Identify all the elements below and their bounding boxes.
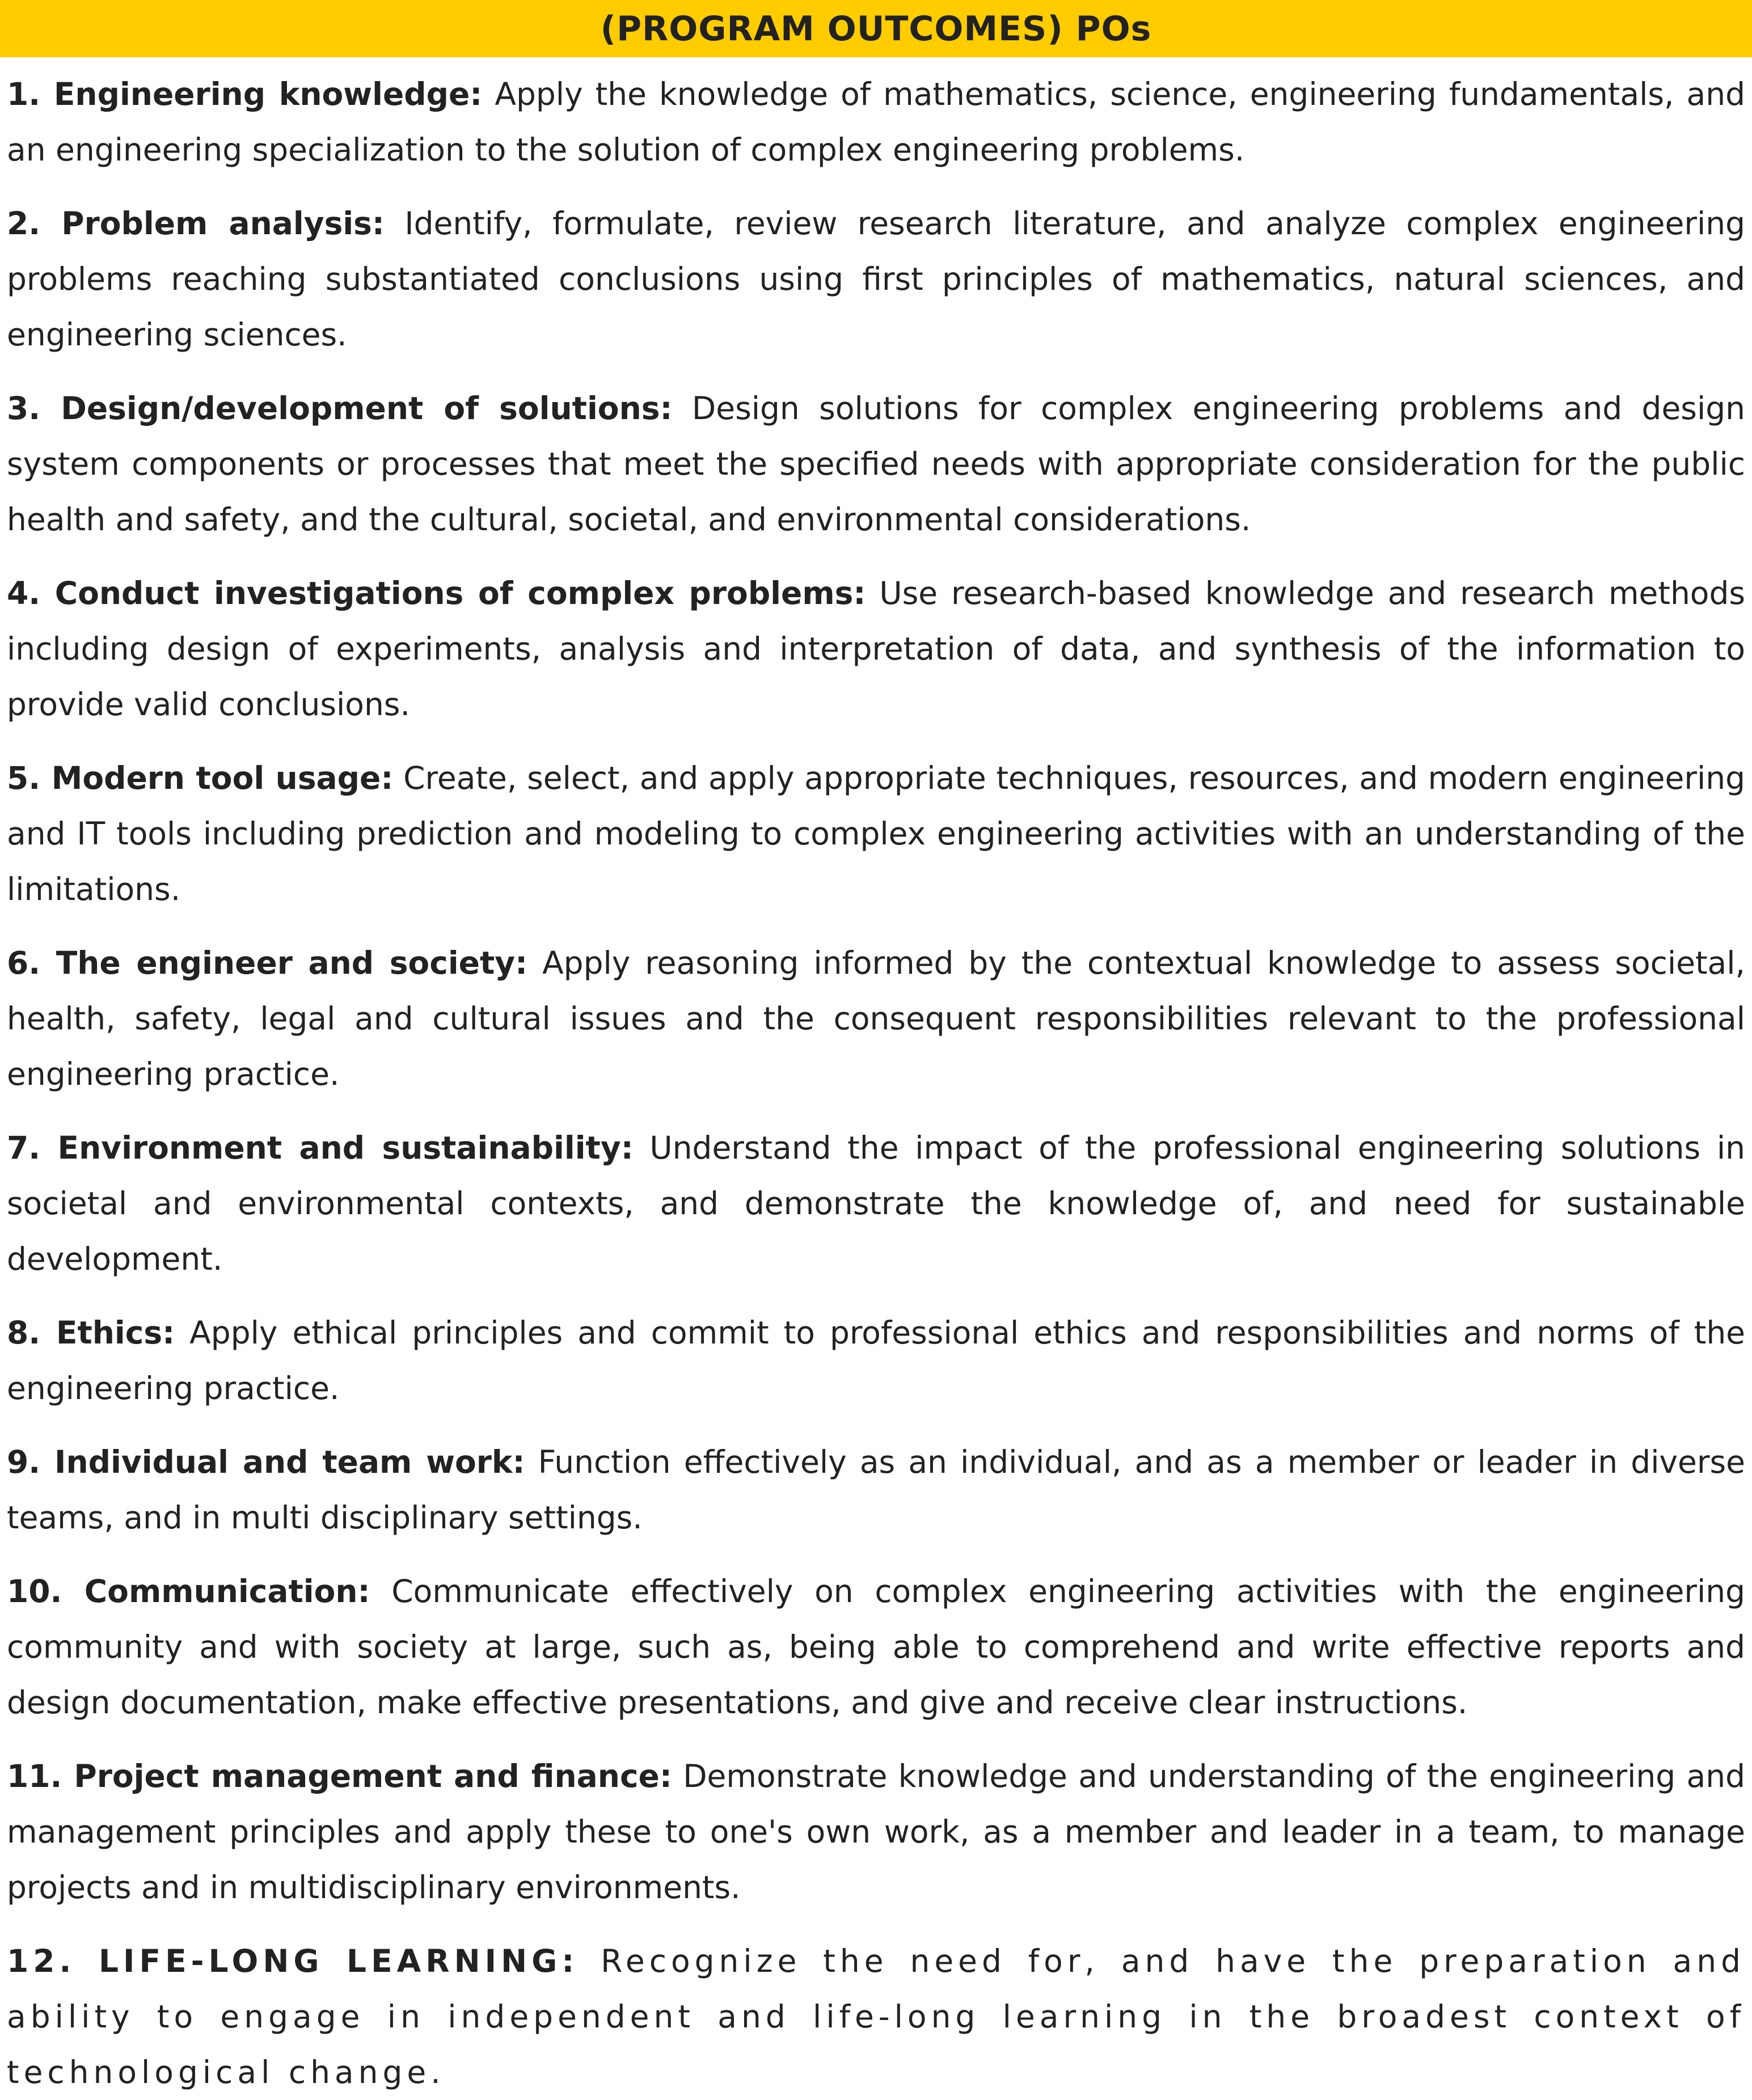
program-outcome-5	[7, 750, 1745, 917]
program-outcome-9	[7, 1434, 1745, 1545]
outcome-heading: 6. The engineer and society:	[7, 945, 528, 981]
program-outcome-8	[7, 1305, 1745, 1416]
page-title: (PROGRAM OUTCOMES) POs	[600, 9, 1152, 49]
outcome-heading: 9. Individual and team work:	[7, 1444, 525, 1480]
outcome-description: Use research-based knowledge and research methods including design of experiments, analysis and interpretation of data, and synthesis of the information to provide valid conclusions.	[7, 575, 1746, 722]
outcome-heading: 10. Communication:	[7, 1573, 370, 1609]
outcome-description: Function effectively as an individual, and as a member or leader in diverse teams, and in multi disciplinary settings.	[7, 1444, 1745, 1536]
outcome-heading: 3. Design/development of solutions:	[7, 390, 673, 426]
program-outcome-1	[7, 66, 1745, 178]
outcome-heading: 2. Problem analysis:	[7, 205, 385, 242]
program-outcomes-list	[0, 57, 1752, 2100]
outcome-description: Recognize the need for, and have the preparation and ability to engage in independent and life-long learning in the broadest context of technological change.	[7, 1943, 1746, 2090]
outcome-description: Identify, formulate, review research literature, and analyze complex engineering problems reaching substantiated conclusions using first principles of mathematics, natural sciences, and engineering sciences.	[7, 205, 1746, 353]
outcome-heading: 4. Conduct investigations of complex problems:	[7, 575, 866, 611]
outcome-heading: 1. Engineering knowledge:	[7, 76, 483, 112]
page-title-banner	[0, 0, 1752, 57]
outcome-heading: 7. Environment and sustainability:	[7, 1130, 634, 1166]
outcome-heading: 11. Project management and finance:	[7, 1758, 672, 1794]
program-outcome-3	[7, 381, 1745, 547]
outcome-description: Apply reasoning informed by the contextual knowledge to assess societal, health, safety, legal and cultural issues and the consequent responsibilities relevant to the professional engineering practice.	[7, 945, 1746, 1092]
outcome-description: Create, select, and apply appropriate techniques, resources, and modern engineering and IT tools including prediction and modeling to complex engineering activities with an understanding of the limitations.	[7, 760, 1745, 907]
program-outcome-7	[7, 1120, 1745, 1287]
program-outcome-2	[7, 196, 1745, 362]
outcome-heading: 8. Ethics:	[7, 1315, 175, 1351]
outcome-description: Design solutions for complex engineering problems and design system components or processes that meet the specified needs with appropriate consideration for the public health and safety, and the cultural, societal, and environmental considerations.	[7, 390, 1745, 538]
program-outcome-12	[7, 1933, 1745, 2100]
outcome-description: Communicate effectively on complex engineering activities with the engineering community and with society at large, such as, being able to comprehend and write effective reports and design documentation, make effective presentations, and give and receive clear instructions.	[7, 1573, 1746, 1721]
outcome-heading: 5. Modern tool usage:	[7, 760, 394, 796]
program-outcome-10	[7, 1564, 1745, 1730]
program-outcome-11	[7, 1748, 1745, 1915]
outcome-description: Apply the knowledge of mathematics, science, engineering fundamentals, and an engineering specialization to the solution of complex engineering problems.	[7, 76, 1745, 168]
outcome-description: Demonstrate knowledge and understanding of the engineering and management principles and apply these to one's own work, as a member and leader in a team, to manage projects and in multidisciplinary environments.	[7, 1758, 1746, 1905]
program-outcome-6	[7, 935, 1745, 1102]
outcome-description: Understand the impact of the professional engineering solutions in societal and environmental contexts, and demonstrate the knowledge of, and need for sustainable development.	[7, 1130, 1745, 1277]
outcome-heading: 12. LIFE-LONG LEARNING:	[7, 1943, 579, 1979]
program-outcome-4	[7, 565, 1745, 732]
outcome-description: Apply ethical principles and commit to professional ethics and responsibilities and norms of the engineering practice.	[7, 1315, 1746, 1406]
